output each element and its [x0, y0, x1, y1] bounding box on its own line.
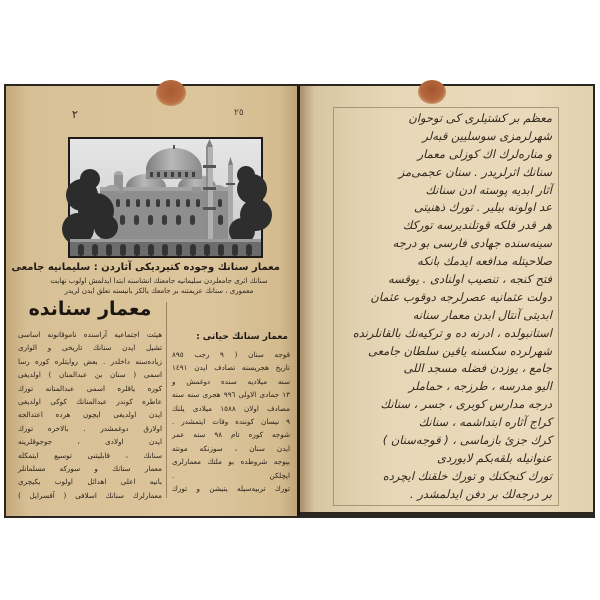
text-line: تشيل ايدن سنانك تاريخى و الوارى: [18, 343, 162, 353]
paper-stain: [156, 80, 186, 106]
handwritten-line: آثار ابديه پوسته ادن سنانك: [425, 182, 552, 197]
right-page: [300, 86, 593, 512]
page-number: ٢: [72, 108, 78, 121]
handwritten-text: [340, 110, 552, 504]
handwritten-line: درجه مدارس كوبرى ، جسر ، سنانك: [380, 397, 552, 412]
text-line: هيئت اجتماعيه آراسنده ناموقانونه اساسى: [18, 330, 162, 339]
text-line: كوره ياقلره اسمى عبدالمنانه تورك: [18, 383, 162, 393]
handwritten-line: تورك كنجكنك و تورك خلقنك ايچرده: [382, 468, 552, 483]
handwritten-line: كراج آثاره ابتداشمه ، سنانك: [418, 415, 552, 430]
mosque-photo-svg: [70, 139, 261, 256]
text-line: عاطره كوندر عبدالمنانك كوكى اولديغى: [18, 396, 162, 406]
handwritten-line: معظم بر كشتيلرى كى توحوان: [408, 111, 552, 125]
text-line: شوجه كوره تام ٩٨ سنه عمر: [172, 430, 290, 440]
photo-caption-line: سنانك اثرى جامعلردن سليمانيه جامعنك انشاسنه ابتدا ايدلمش اولوب نهايت: [50, 277, 268, 285]
photo-caption-line: معمورى ، سنانك عزيمتنه بر جامعك يالكز بانيسنه تعلق ايدن لريدر: [64, 287, 254, 295]
text-line: مصادف اولان ١٥٨٨ ميلادى يلنك: [172, 403, 291, 413]
handwritten-line: شهرلرده سكسنه ياقين سلطان جامعى: [368, 343, 552, 358]
handwritten-line: سينه‌سنده جهادى فارسى بو درجه: [392, 236, 552, 251]
text-line: ايدن اولادى ، جوجوقلرينه: [18, 437, 162, 447]
handwritten-line: هر قدر فلكه قوتلنديرسه توركك: [402, 218, 552, 233]
handwritten-line: و منارەلرك اك كوزلى معمار: [417, 146, 552, 161]
text-line: تورك تربيه‌سيله يتيشن و تورك: [172, 483, 290, 493]
handwritten-line: شهرلرمزى سوسليين قبه‌لر: [422, 128, 552, 143]
text-line: زياده‌سنه داخلدر . بعض روايتلره كوره رسا: [18, 356, 162, 366]
handwritten-line: صلاحيتله مدافعه ايدمك بانكه: [417, 254, 552, 269]
text-line: بانيه اعلى اهدائل اولوب يكيچرى: [18, 477, 162, 487]
text-line: ١٣ جمادى الاولى ٩٩٦ هجرى سنه سنه: [172, 390, 291, 400]
running-head: ٢٥: [234, 108, 244, 118]
text-line: ايدن اولديغى ايچون هرده اعتدالجه: [18, 410, 162, 420]
handwritten-line: ابديتى آنتال ابدن معمار سنانه: [412, 307, 552, 322]
column-text: [18, 328, 162, 504]
text-line: سنه ميلاديه سنده دوغمش و: [172, 376, 290, 386]
handwritten-line: جامع ، يوزدن فضله مسجد اللى: [403, 361, 552, 376]
photo-caption-title: معمار سنانك وجوده كتيرديكى آثاردن : سليمانيه جامعى: [11, 262, 280, 273]
text-line: ايچلكن .: [172, 470, 290, 480]
handwritten-text-box: [333, 107, 559, 506]
handwritten-line: اليو مدرسه ، طرزجه ، حماملر: [408, 379, 552, 394]
text-line: ايدن سنان ، سوزنكه مونته: [172, 443, 290, 453]
handwritten-line: سنانك اثرلريدر . سنان عجمى‌مز: [398, 164, 552, 179]
handwritten-line: فتح كنجه ، تنصيب اولنادى . يوقسه: [387, 272, 552, 287]
handwritten-line: استانبولده ، ادرنه ده و تركيه‌نك بالقانلرنده: [352, 325, 552, 340]
handwritten-line: بر درجه‌لك بر دفن ايدلمشدر .: [410, 486, 552, 501]
text-line: اولارق دوغمشدر . بالاخره تورك: [18, 423, 162, 433]
text-line: بيوجه شروطده بو ملتك معمارلرى: [172, 457, 290, 467]
text-line: تاريخ هجريسنه تصادف ايدن ١٤٩١: [172, 363, 290, 373]
text-line: قوجه سنان ( ٩ رجب ٨٩٥: [172, 350, 291, 359]
left-page: [6, 86, 297, 516]
handwritten-line: كرك جزئ بازماسى ، ( قوجه‌سنان ): [382, 433, 552, 448]
column-heading: معمار سنانك حياتى :: [196, 332, 288, 342]
handwritten-line: عنوانيله بلقەبكم لايوردى: [437, 450, 552, 465]
text-line: معمارلرك سنانك اسلافى ( آقسرايل ): [18, 490, 162, 500]
handwritten-line: دولت عثمانيه عصرلرجه دوقوب عثمان: [370, 289, 552, 304]
text-line: سنانك ، قابليتنى توسيع ايتمكله: [18, 450, 162, 460]
column-divider: [166, 302, 167, 498]
text-line: ٩ نيسان كوننده وفات ايتمشدر .: [172, 416, 290, 426]
mosque-photo-icon: [68, 137, 263, 258]
text-line: معمار سنانك و سوركه مسلمانلر: [18, 463, 162, 473]
column-heading: معمار سنانده: [28, 298, 152, 320]
text-line: اسمى ( سنان بن عبدالمنان ) اولديغى: [18, 370, 162, 380]
column-text: [172, 348, 290, 500]
paper-stain: [418, 80, 446, 104]
handwritten-line: عد اولونه بيلير . تورك ذهنيتى: [413, 200, 552, 215]
